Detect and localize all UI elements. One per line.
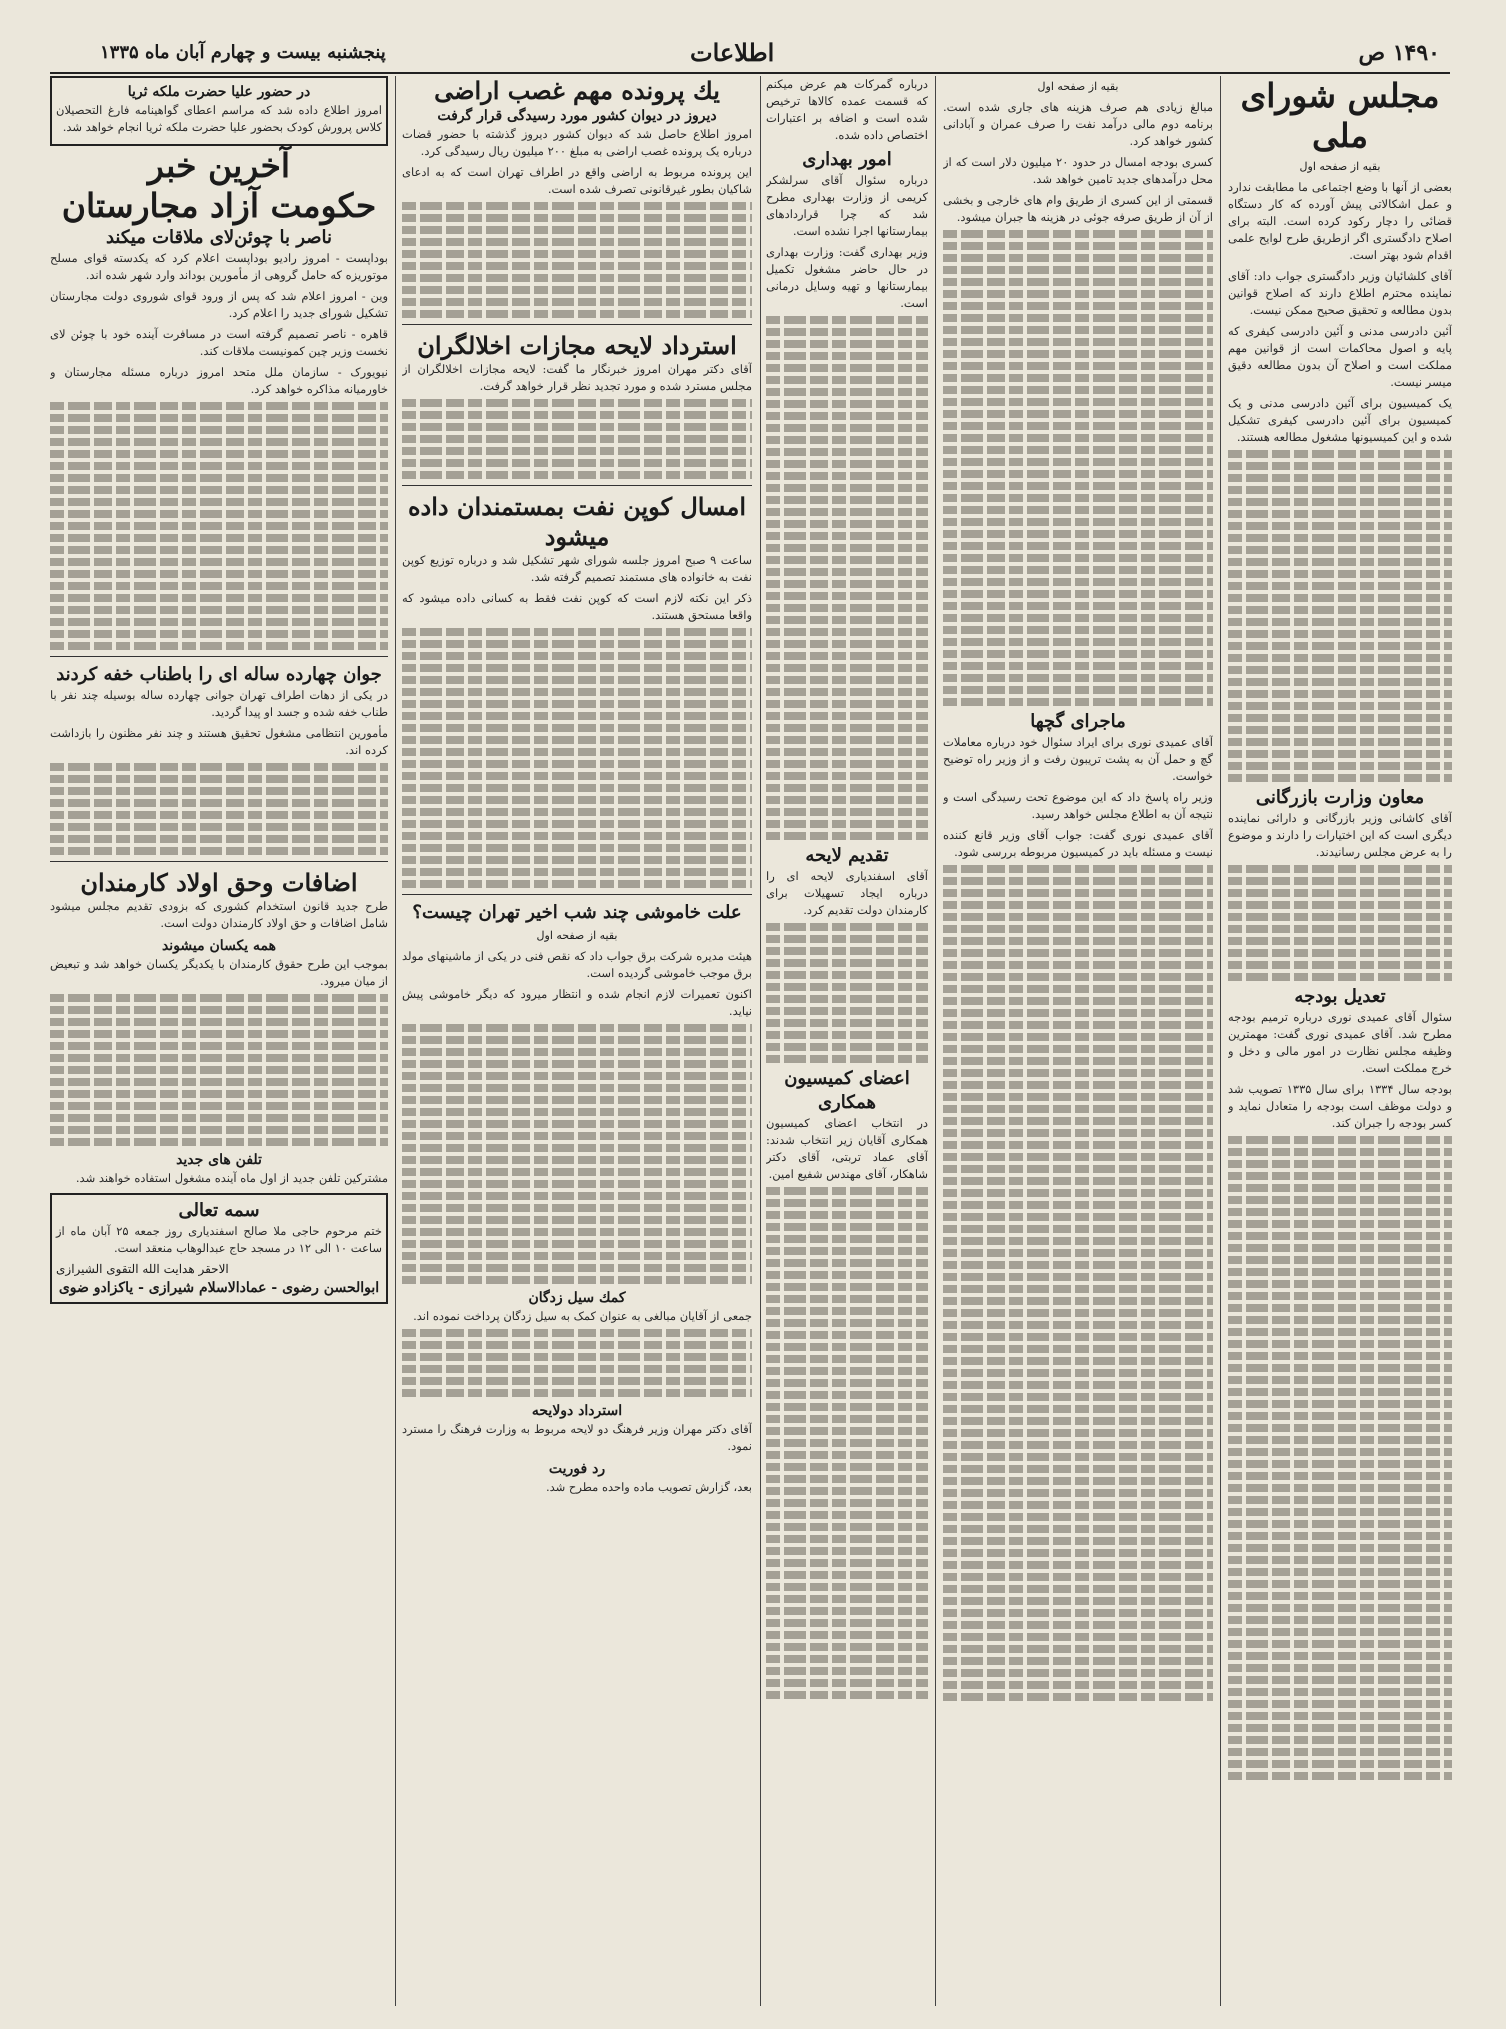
section-heading: امور بهداری	[802, 149, 892, 170]
paragraph: امروز اطلاع داده شد که مراسم اعطای گواهینامه فارغ التحصیلان کلاس پرورش کودک بحضور علیا حضرت ملکه ثریا انجام خواهد شد.	[56, 103, 382, 134]
article-title: امسال کوپن نفت بمستمندان داده میشود	[407, 492, 747, 551]
article-subtitle: دیروز در دیوان کشور مورد رسیدگی قرار گرفت	[437, 108, 717, 124]
paragraph: امروز اطلاع حاصل شد که دیوان کشور دیروز گذشته با حضور قضات درباره یک پرونده غصب اراضی به مبلغ ۲۰۰ میلیون ریال رسیدگی کرد.	[402, 127, 752, 158]
article-title: آخرین خبر	[147, 146, 291, 185]
paragraph: درباره گمرکات هم عرض میکنم که قسمت عمده کالاها ترخیص شده است و اضافه بر اعتبارات اختصاص داده شده.	[766, 77, 928, 142]
text-block	[402, 202, 752, 318]
text-block	[1228, 865, 1452, 981]
section-heading: استرداد دولایحه	[531, 1403, 623, 1419]
notice-title: سمه تعالی	[178, 1200, 260, 1221]
issue-date: پنجشنبه بیست و چهارم آبان ماه ۱۳۳۵	[100, 42, 386, 63]
paragraph: وزیر راه پاسخ داد که این موضوع تحت رسیدگی است و نتیجه آن به اطلاع مجلس خواهد رسید.	[943, 790, 1213, 821]
continued-label: بقیه از صفحه اول	[1037, 80, 1119, 93]
article-subtitle: ناصر با چوئن‌لای ملاقات میکند	[105, 227, 333, 248]
paragraph: در یکی از دهات اطراف تهران جوانی چهارده ساله بوسیله چند نفر با طناب خفه شده و جسد او پیدا گردید.	[50, 688, 388, 719]
paragraph: بوداپست - امروز رادیو بوداپست اعلام کرد که یکدسته قوای مسلح موتوریزه که حامل گروهی از مأمورین بوداند وارد شهر شده اند.	[50, 251, 388, 282]
paragraph: آقای دکتر مهران امروز خبرنگار ما گفت: لایحه مجازات اخلالگران از مجلس مسترد شده و مورد تجدید نظر قرار خواهد گرفت.	[402, 362, 752, 393]
paragraph: هیئت مدیره شرکت برق جواب داد که نقص فنی در یکی از ماشینهای مولد برق موجب خاموشی گردیده است.	[402, 949, 752, 980]
paragraph: وزیر بهداری گفت: وزارت بهداری در حال حاضر مشغول تکمیل بیمارستانها و تهیه وسایل درمانی است.	[766, 245, 928, 310]
column-rule	[1220, 76, 1221, 2006]
text-block	[50, 763, 388, 855]
article-title: حکومت آزاد مجارستان	[61, 186, 377, 225]
text-block	[50, 994, 388, 1146]
paragraph: ذکر این نکته لازم است که کوپن نفت فقط به کسانی داده میشود که واقعا مستحق هستند.	[402, 591, 752, 622]
paragraph: وین - امروز اعلام شد که پس از ورود قوای شوروی دولت مجارستان تشکیل شورای جدید را اعلام کرد.	[50, 289, 388, 320]
section-heading: اعضای کمیسیون همکاری	[784, 1068, 910, 1113]
paragraph: آقای کاشانی وزیر بازرگانی و دارائی نماینده دیگری است که این اختیارات را دارند و موضوع را به عرض مجلس رسانیدند.	[1228, 811, 1452, 859]
paragraph: کسری بودجه امسال در حدود ۲۰ میلیون دلار است که از محل درآمدهای جدید تامین خواهد شد.	[943, 155, 1213, 186]
obituary-notice	[50, 1193, 388, 1304]
section-heading: تقدیم لایحه	[805, 845, 889, 866]
column-health	[766, 76, 928, 2006]
column-rule	[395, 76, 396, 2006]
column-latest-news	[50, 76, 388, 2006]
paragraph: ساعت ۹ صبح امروز جلسه شورای شهر تشکیل شد و درباره توزیع کوپن نفت به خانواده های مستمند تصمیم گرفته شد.	[402, 553, 752, 584]
column-rule	[760, 76, 761, 2006]
column-news	[402, 76, 752, 2006]
column-rule	[935, 76, 936, 2006]
text-block	[1228, 1136, 1452, 1780]
paragraph: آقای اسفندیاری لایحه ای را درباره ایجاد تسهیلات برای کارمندان دولت تقدیم کرد.	[766, 869, 928, 917]
text-block	[766, 923, 928, 1063]
paragraph: بموجب این طرح حقوق کارمندان با یکدیگر یکسان خواهد شد و تبعیض از میان میرود.	[50, 957, 388, 988]
paragraph: در انتخاب اعضای کمیسیون همکاری آقایان زیر انتخاب شدند: آقای عماد تربتی، آقای دکتر شاهکار، آقای مهندس شفیع امین.	[766, 1116, 928, 1181]
section-heading: تعدیل بودجه	[1294, 986, 1386, 1007]
newspaper-name: اطلاعات	[690, 38, 775, 67]
paragraph: آقای کلشائیان وزیر دادگستری جواب داد: آقای نماینده محترم اطلاع دارند که اصلاح قوانین بدون مطالعه و تحقیق صحیح ممکن نیست.	[1228, 269, 1452, 317]
paragraph: این پرونده مربوط به اراضی واقع در اطراف تهران است که به ادعای شاکیان بطور غیرقانونی تصرف شده است.	[402, 165, 752, 196]
section-heading: رد فوریت	[548, 1461, 606, 1477]
paragraph: آقای عمیدی نوری برای ایراد سئوال خود درباره معاملات گچ و حمل آن به پشت تریبون رفت و از وزیر راه توضیح خواست.	[943, 735, 1213, 783]
notice-text: ختم مرحوم حاجی ملا صالح اسفندیاری روز جمعه ۲۵ آبان ماه از ساعت ۱۰ الی ۱۲ در مسجد حاج عبدالوهاب منعقد است.	[56, 1224, 382, 1255]
article-title: استرداد لایحه مجازات اخلالگران	[417, 331, 737, 360]
text-block	[1228, 450, 1452, 782]
paragraph: درباره سئوال آقای سرلشکر کریمی از وزارت بهداری مطرح شد که چرا قراردادهای بیمارستانها اجرا نشده است.	[766, 173, 928, 238]
paragraph: آئین دادرسی مدنی و آئین دادرسی کیفری که پایه و اصول محاکمات است از قوانین مهم مملکت است و اصلاح آن بدون مطالعه دقیق میسر نیست.	[1228, 324, 1452, 389]
notice-signature: الاحقر هدایت الله التقوی الشیرازی	[56, 1262, 229, 1276]
divider	[402, 485, 752, 486]
article-title: یك پرونده مهم غصب اراضی	[434, 76, 720, 105]
section-heading: ماجرای گچها	[1030, 711, 1126, 732]
page-number: ۱۴۹۰ ص	[1358, 40, 1440, 66]
article-title: جوان چهارده ساله ای را باطناب خفه کردند	[56, 664, 382, 685]
paragraph: بعضی از آنها با وضع اجتماعی ما مطابقت ندارد و عمل اشکالاتی پیش آورده که کار دستگاه قضائی را دچار رکود کرده است. البته برای اصلاح دادگستری اگر ازطریق طرح لوایح علمی اقدام شود بهتر است.	[1228, 180, 1452, 262]
page-header	[50, 38, 1450, 74]
notice-names: ابوالحسن رضوی - عمادالاسلام شیرازی - یاکزادو ضوی	[58, 1280, 380, 1296]
section-heading: تلفن های جدید	[176, 1152, 262, 1168]
text-block	[402, 399, 752, 479]
column-parliament	[1228, 76, 1452, 2006]
box-title: در حضور علیا حضرت ملکه ثریا	[127, 84, 311, 100]
divider	[402, 894, 752, 895]
text-block	[50, 402, 388, 650]
paragraph: قاهره - ناصر تصمیم گرفته است در مسافرت آینده خود با چوئن لای نخست وزیر چین کمونیست ملاقات کند.	[50, 327, 388, 358]
text-block	[402, 1329, 752, 1397]
paragraph: آقای دکتر مهران وزیر فرهنگ دو لایحه مربوط به وزارت فرهنگ را مسترد نمود.	[402, 1422, 752, 1453]
divider	[402, 324, 752, 325]
text-block	[402, 1024, 752, 1284]
paragraph: نیویورک - سازمان ملل متحد امروز درباره مسئله مجارستان و خاورمیانه مذاکره خواهد کرد.	[50, 365, 388, 396]
paragraph: طرح جدید قانون استخدام کشوری که بزودی تقدیم مجلس میشود شامل اضافات و حق اولاد کارمندان دولت است.	[50, 899, 388, 930]
paragraph: قسمتی از این کسری از طریق وام های خارجی و بخشی از آن از طریق صرفه جوئی در هزینه ها جبران میشود.	[943, 193, 1213, 224]
paragraph: اکنون تعمیرات لازم انجام شده و انتظار میرود که دیگر خاموشی پیش نیاید.	[402, 987, 752, 1018]
royal-news-box	[50, 76, 388, 146]
article-title: مجلس شورای ملی	[1240, 76, 1440, 155]
text-block	[766, 1187, 928, 1699]
article-title: اضافات وحق اولاد کارمندان	[80, 868, 358, 897]
column-parliament-cont	[943, 76, 1213, 2006]
continued-label: بقیه از صفحه اول	[1299, 160, 1381, 173]
paragraph: سئوال آقای عمیدی نوری درباره ترمیم بودجه مطرح شد. آقای عمیدی نوری گفت: مهمترین وظیفه مجلس نظارت در امور مالی و دخل و خرج مملکت است.	[1228, 1010, 1452, 1075]
section-heading: همه یکسان میشوند	[161, 938, 277, 954]
section-heading: معاون وزارت بازرگانی	[1255, 787, 1425, 808]
paragraph: یک کمیسیون برای آئین دادرسی مدنی و یک کمیسیون برای آئین دادرسی کیفری تشکیل شده و این کمیسیونها مشغول مطالعه هستند.	[1228, 396, 1452, 444]
paragraph: آقای عمیدی نوری گفت: جواب آقای وزیر قانع کننده نیست و مسئله باید در کمیسیون مربوطه بررسی شود.	[943, 828, 1213, 859]
paragraph: جمعی از آقایان مبالغی به عنوان کمک به سیل زدگان پرداخت نموده اند.	[413, 1309, 752, 1323]
section-heading: کمك سیل زدگان	[528, 1290, 626, 1306]
divider	[50, 861, 388, 862]
paragraph: مشترکین تلفن جدید از اول ماه آینده مشغول استفاده خواهند شد.	[75, 1171, 388, 1185]
article-title: علت خاموشی چند شب اخیر تهران چیست؟	[412, 902, 742, 923]
continued-label: بقیه از صفحه اول	[536, 929, 618, 942]
text-block	[943, 230, 1213, 706]
paragraph: مأمورین انتظامی مشغول تحقیق هستند و چند نفر مظنون را بازداشت کرده اند.	[50, 726, 388, 757]
text-block	[402, 628, 752, 888]
divider	[50, 656, 388, 657]
text-block	[943, 865, 1213, 1701]
paragraph: بعد، گزارش تصویب ماده واحده مطرح شد.	[545, 1480, 752, 1494]
text-block	[766, 316, 928, 840]
paragraph: بودجه سال ۱۳۳۴ برای سال ۱۳۳۵ تصویب شد و دولت موظف است بودجه را متعادل نماید و کسر بودجه را جبران کند.	[1228, 1082, 1452, 1130]
paragraph: مبالغ زیادی هم صرف هزینه های جاری شده است. برنامه دوم مالی درآمد نفت را صرف عمران و آبادانی کشور خواهد کرد.	[943, 100, 1213, 148]
